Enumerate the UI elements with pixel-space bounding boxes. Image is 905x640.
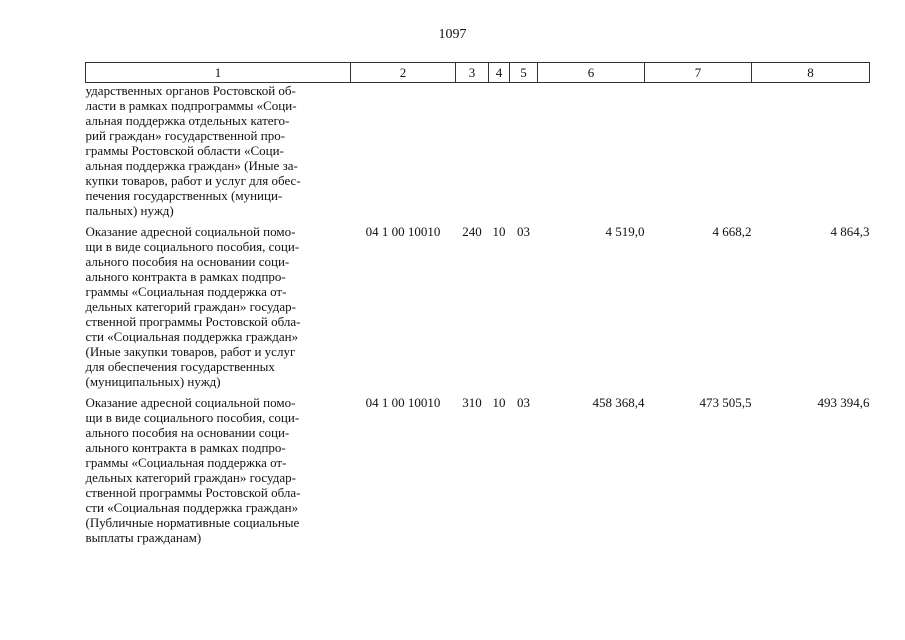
row-expense-type: 240: [462, 224, 482, 239]
row-value-col8: [752, 83, 870, 225]
budget-table: [85, 62, 870, 551]
row-expense-type: [456, 83, 489, 225]
column-header-7: 7: [645, 63, 752, 83]
row-description: Оказание адресной социальной помо- щи в виде социального пособия, соци- ального пособия на основании соци- ального контракта в рамках подпро- граммы «Социальная поддержка от- дельных категорий граждан» государ- ственной программы Ростовской обла- сти «Социальная поддержка граждан» (Публичные нормативные социальные выплаты гражданам): [85, 395, 301, 545]
row-section: 10: [492, 395, 506, 410]
page-number: 1097: [438, 27, 467, 42]
row-expense-type: 310: [462, 395, 482, 410]
row-value-col7: 4 668,2: [712, 224, 752, 239]
row-value-col7: [645, 83, 752, 225]
row-value-col8: 4 864,3: [830, 224, 870, 239]
row-section: 10: [492, 224, 506, 239]
table-row: [86, 83, 870, 225]
table-row: [86, 395, 870, 551]
row-section: [489, 83, 510, 225]
column-header-6: 6: [538, 63, 645, 83]
row-subsection: 03: [517, 395, 530, 410]
row-target-code: [351, 83, 456, 225]
row-value-col6: [538, 83, 645, 225]
row-target-code: 04 1 00 10010: [365, 224, 441, 239]
header-row: [86, 63, 870, 83]
row-target-code: 04 1 00 10010: [365, 395, 441, 410]
column-header-4: 4: [489, 63, 510, 83]
column-header-5: 5: [510, 63, 538, 83]
row-value-col6: 458 368,4: [592, 395, 645, 410]
column-header-2: 2: [351, 63, 456, 83]
row-description: ударственных органов Ростовской об- ласти в рамках подпрограммы «Соци- альная поддержка отдельных катего- рий граждан» государственной про- граммы Ростовской области «Соци- альная поддержка граждан» (Иные за- купки товаров, работ и услуг для обес- печения государственных (муници- пальных) нужд): [85, 83, 301, 218]
row-subsection: [510, 83, 538, 225]
row-value-col6: 4 519,0: [605, 224, 645, 239]
table-row: [86, 224, 870, 395]
column-header-3: 3: [456, 63, 489, 83]
row-value-col8: 493 394,6: [817, 395, 870, 410]
row-value-col7: 473 505,5: [699, 395, 752, 410]
column-header-8: 8: [752, 63, 870, 83]
column-header-1: 1: [86, 63, 351, 83]
row-subsection: 03: [517, 224, 530, 239]
row-description: Оказание адресной социальной помо- щи в виде социального пособия, соци- ального пособия на основании соци- ального контракта в рамках подпро- граммы «Социальная поддержка от- дельных категорий граждан» государ- ственной программы Ростовской обла- сти «Социальная поддержка граждан» (Иные закупки товаров, работ и услуг для обеспечения государственных (муниципальных) нужд): [85, 224, 301, 389]
